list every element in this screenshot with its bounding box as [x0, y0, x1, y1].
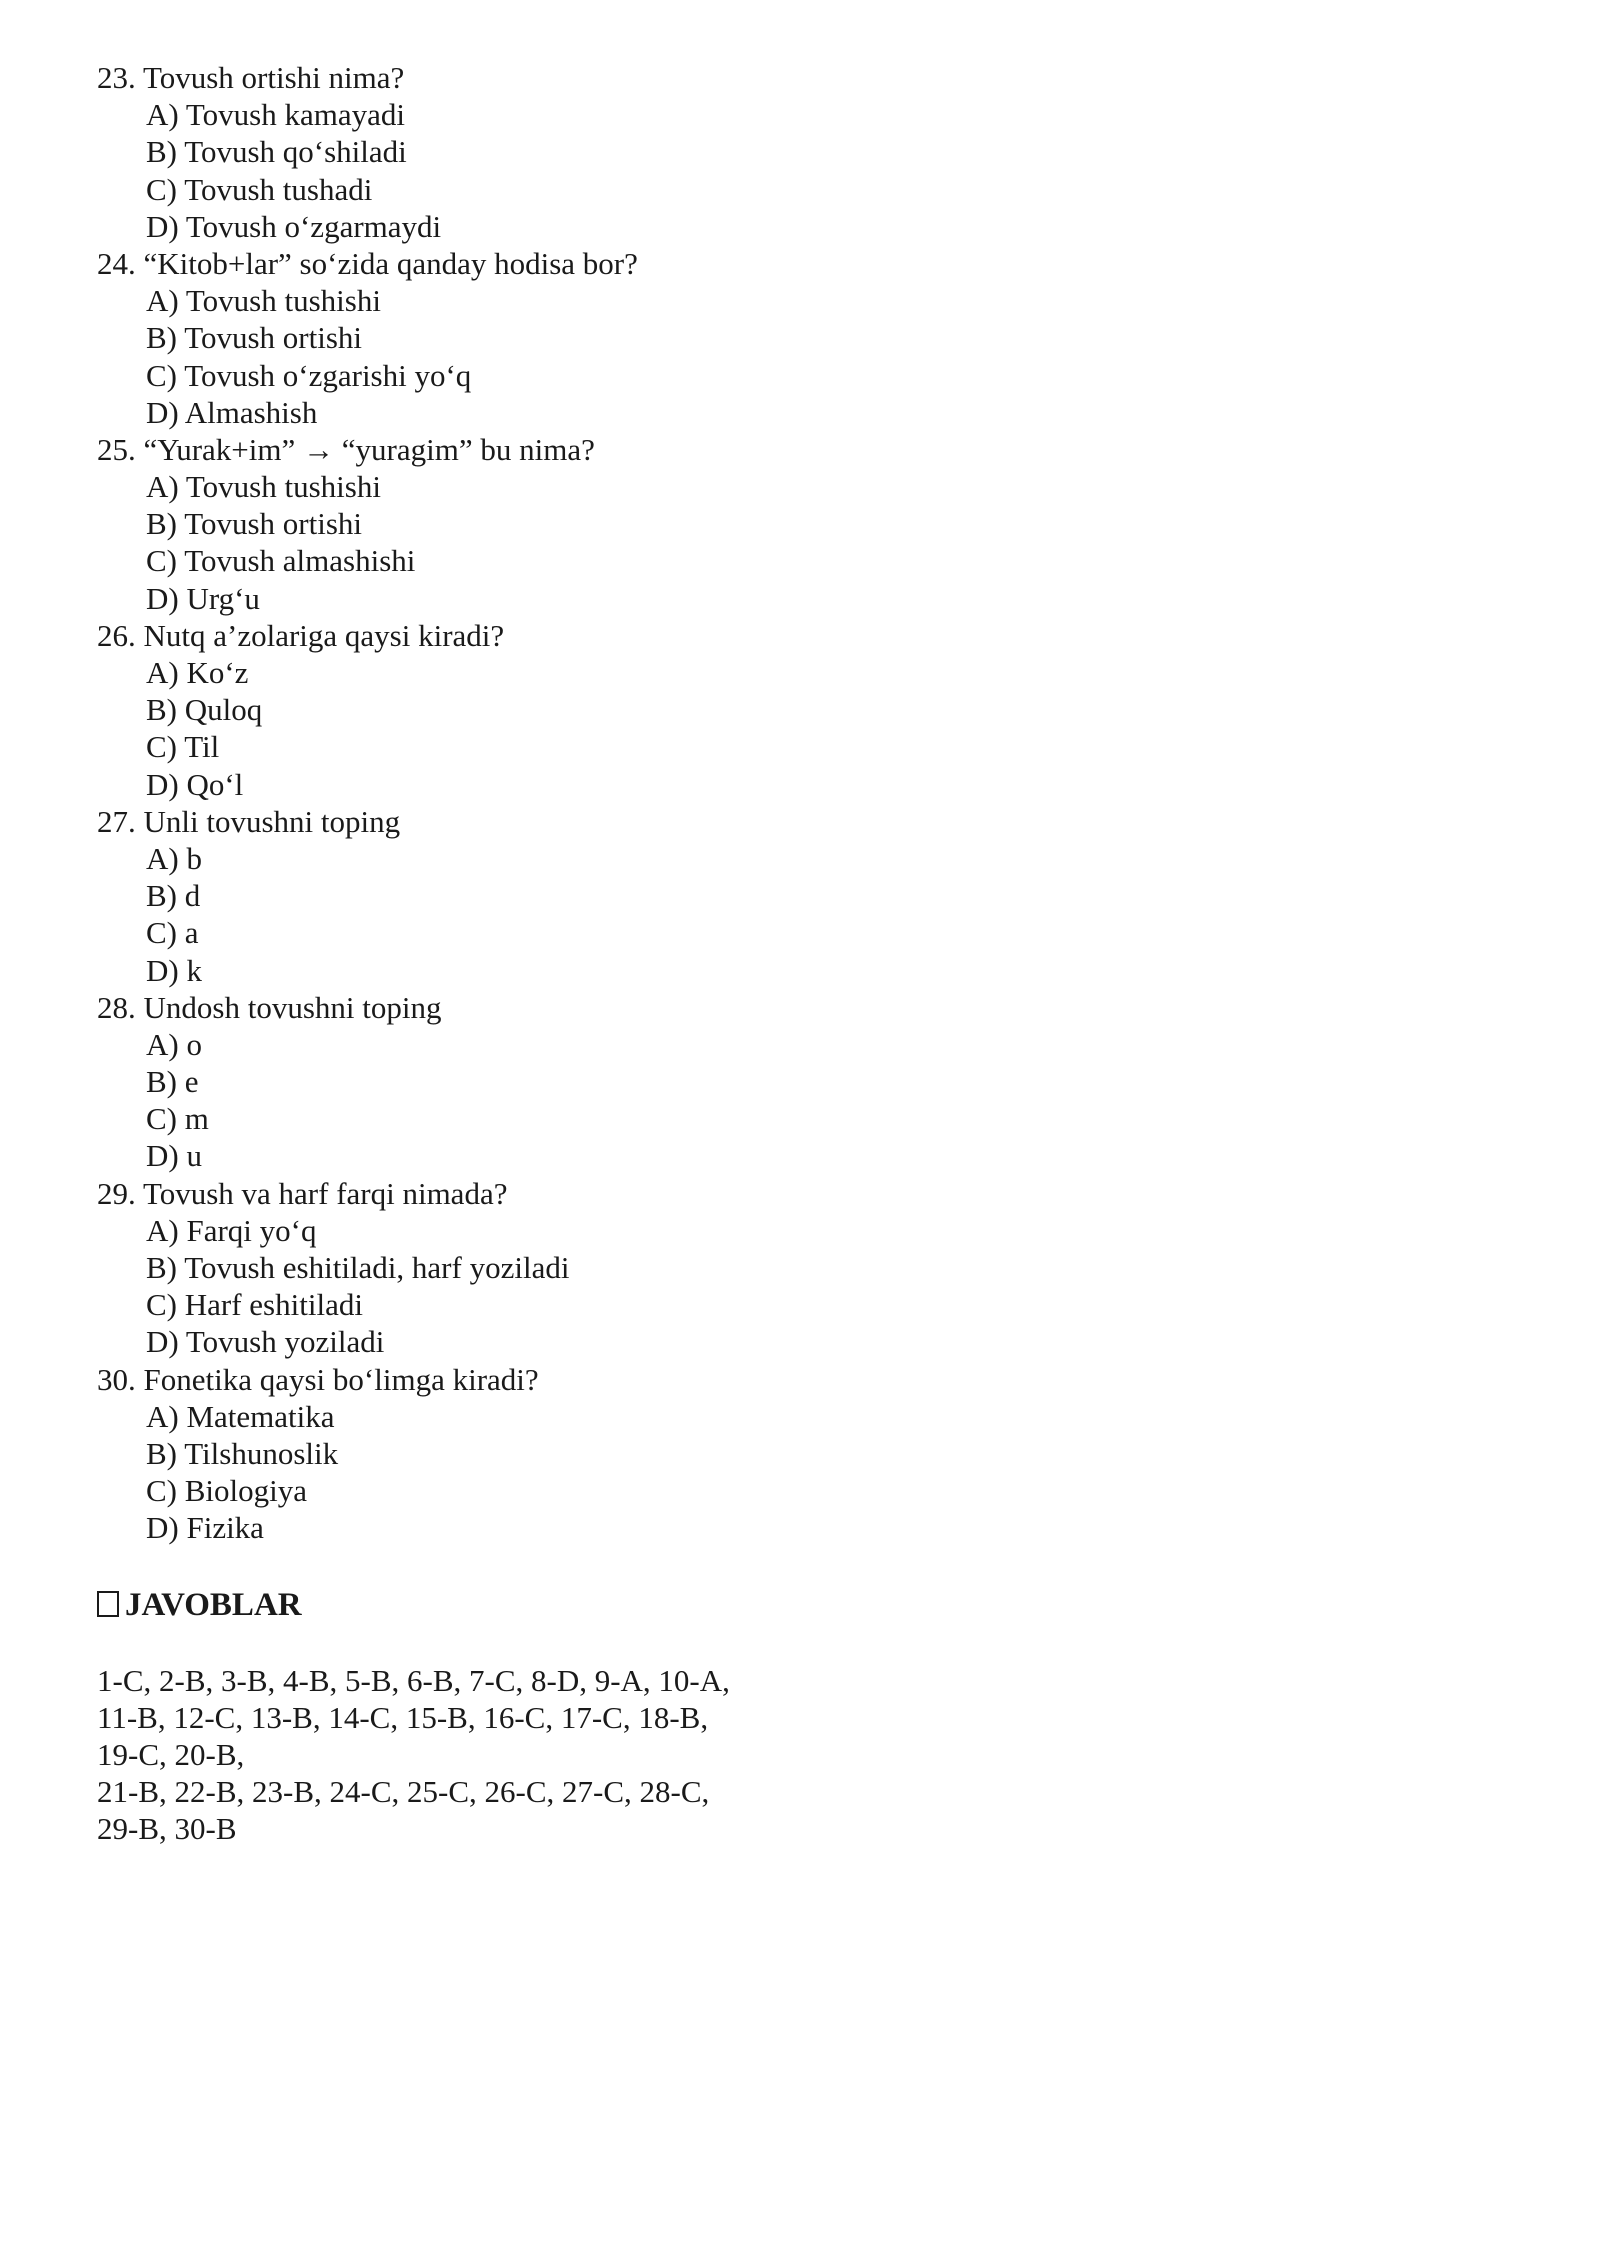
option-c: C) Harf eshitiladi	[146, 1287, 363, 1323]
option-a: A) b	[146, 840, 202, 876]
option-c: C) a	[146, 915, 199, 951]
question-25	[97, 431, 1497, 617]
option-d: D) u	[146, 1138, 202, 1174]
answers-heading-text: JAVOBLAR	[125, 1586, 302, 1623]
option-b: B) Tovush ortishi	[146, 320, 363, 356]
question-text: 27. Unli tovushni toping	[97, 803, 401, 839]
option-a: A) Tovush tushishi	[146, 283, 381, 319]
option-a: A) Tovush tushishi	[146, 469, 381, 505]
option-b: B) Tovush ortishi	[146, 506, 363, 542]
document-page	[97, 59, 1497, 1847]
option-a: A) o	[146, 1026, 202, 1062]
question-30	[97, 1361, 1497, 1547]
option-b: B) Tovush eshitiladi, harf yoziladi	[146, 1250, 570, 1285]
option-c: C) Tovush o‘zgarishi yo‘q	[146, 357, 472, 393]
option-b: B) Quloq	[146, 692, 263, 728]
question-text: 24. “Kitob+lar” so‘zida qanday hodisa bor?	[97, 245, 638, 281]
answers-heading	[97, 1583, 1497, 1627]
option-c: C) m	[146, 1101, 209, 1137]
question-24	[97, 245, 1497, 431]
option-d: D) k	[146, 952, 202, 988]
option-b: B) Tilshunoslik	[146, 1435, 339, 1471]
option-d: D) Fizika	[146, 1510, 264, 1546]
question-text: 29. Tovush va harf farqi nimada?	[97, 1175, 508, 1211]
question-text: 25. “Yurak+im” → “yuragim” bu nima?	[97, 431, 595, 467]
question-text: 30. Fonetika qaysi bo‘limga kiradi?	[97, 1361, 539, 1397]
question-text: 26. Nutq a’zolariga qaysi kiradi?	[97, 617, 505, 653]
answer-line: 29-B, 30-B	[97, 1811, 237, 1847]
option-b: B) Tovush qo‘shiladi	[146, 134, 407, 170]
question-29	[97, 1175, 1497, 1361]
question-28	[97, 989, 1497, 1175]
option-d: D) Almashish	[146, 394, 318, 430]
missing-glyph-box-icon	[97, 1591, 119, 1617]
option-b: B) d	[146, 878, 201, 914]
option-b: B) e	[146, 1064, 199, 1100]
option-c: C) Tovush tushadi	[146, 171, 373, 207]
question-23	[97, 59, 1497, 245]
answer-line: 19-C, 20-B,	[97, 1736, 245, 1772]
option-d: D) Tovush o‘zgarmaydi	[146, 208, 442, 244]
option-a: A) Matematika	[146, 1398, 335, 1434]
question-text: 28. Undosh tovushni toping	[97, 989, 442, 1025]
answer-line: 21-B, 22-B, 23-B, 24-C, 25-C, 26-C, 27-C, 28-C,	[97, 1774, 710, 1810]
option-a: A) Tovush kamayadi	[146, 97, 405, 133]
answer-line: 1-C, 2-B, 3-B, 4-B, 5-B, 6-B, 7-C, 8-D, 9-A, 10-A,	[97, 1662, 730, 1698]
option-a: A) Ko‘z	[146, 655, 249, 690]
question-27	[97, 803, 1497, 989]
question-26	[97, 617, 1497, 803]
option-c: C) Tovush almashishi	[146, 543, 416, 579]
option-d: D) Qo‘l	[146, 766, 244, 802]
answer-line: 11-B, 12-C, 13-B, 14-C, 15-B, 16-C, 17-C, 18-B,	[97, 1699, 709, 1735]
option-d: D) Urg‘u	[146, 580, 260, 616]
option-c: C) Biologiya	[146, 1473, 308, 1509]
option-a: A) Farqi yo‘q	[146, 1212, 317, 1248]
option-d: D) Tovush yoziladi	[146, 1324, 385, 1360]
option-c: C) Til	[146, 729, 220, 765]
question-text: 23. Tovush ortishi nima?	[97, 60, 405, 95]
answer-key	[97, 1662, 1497, 1848]
